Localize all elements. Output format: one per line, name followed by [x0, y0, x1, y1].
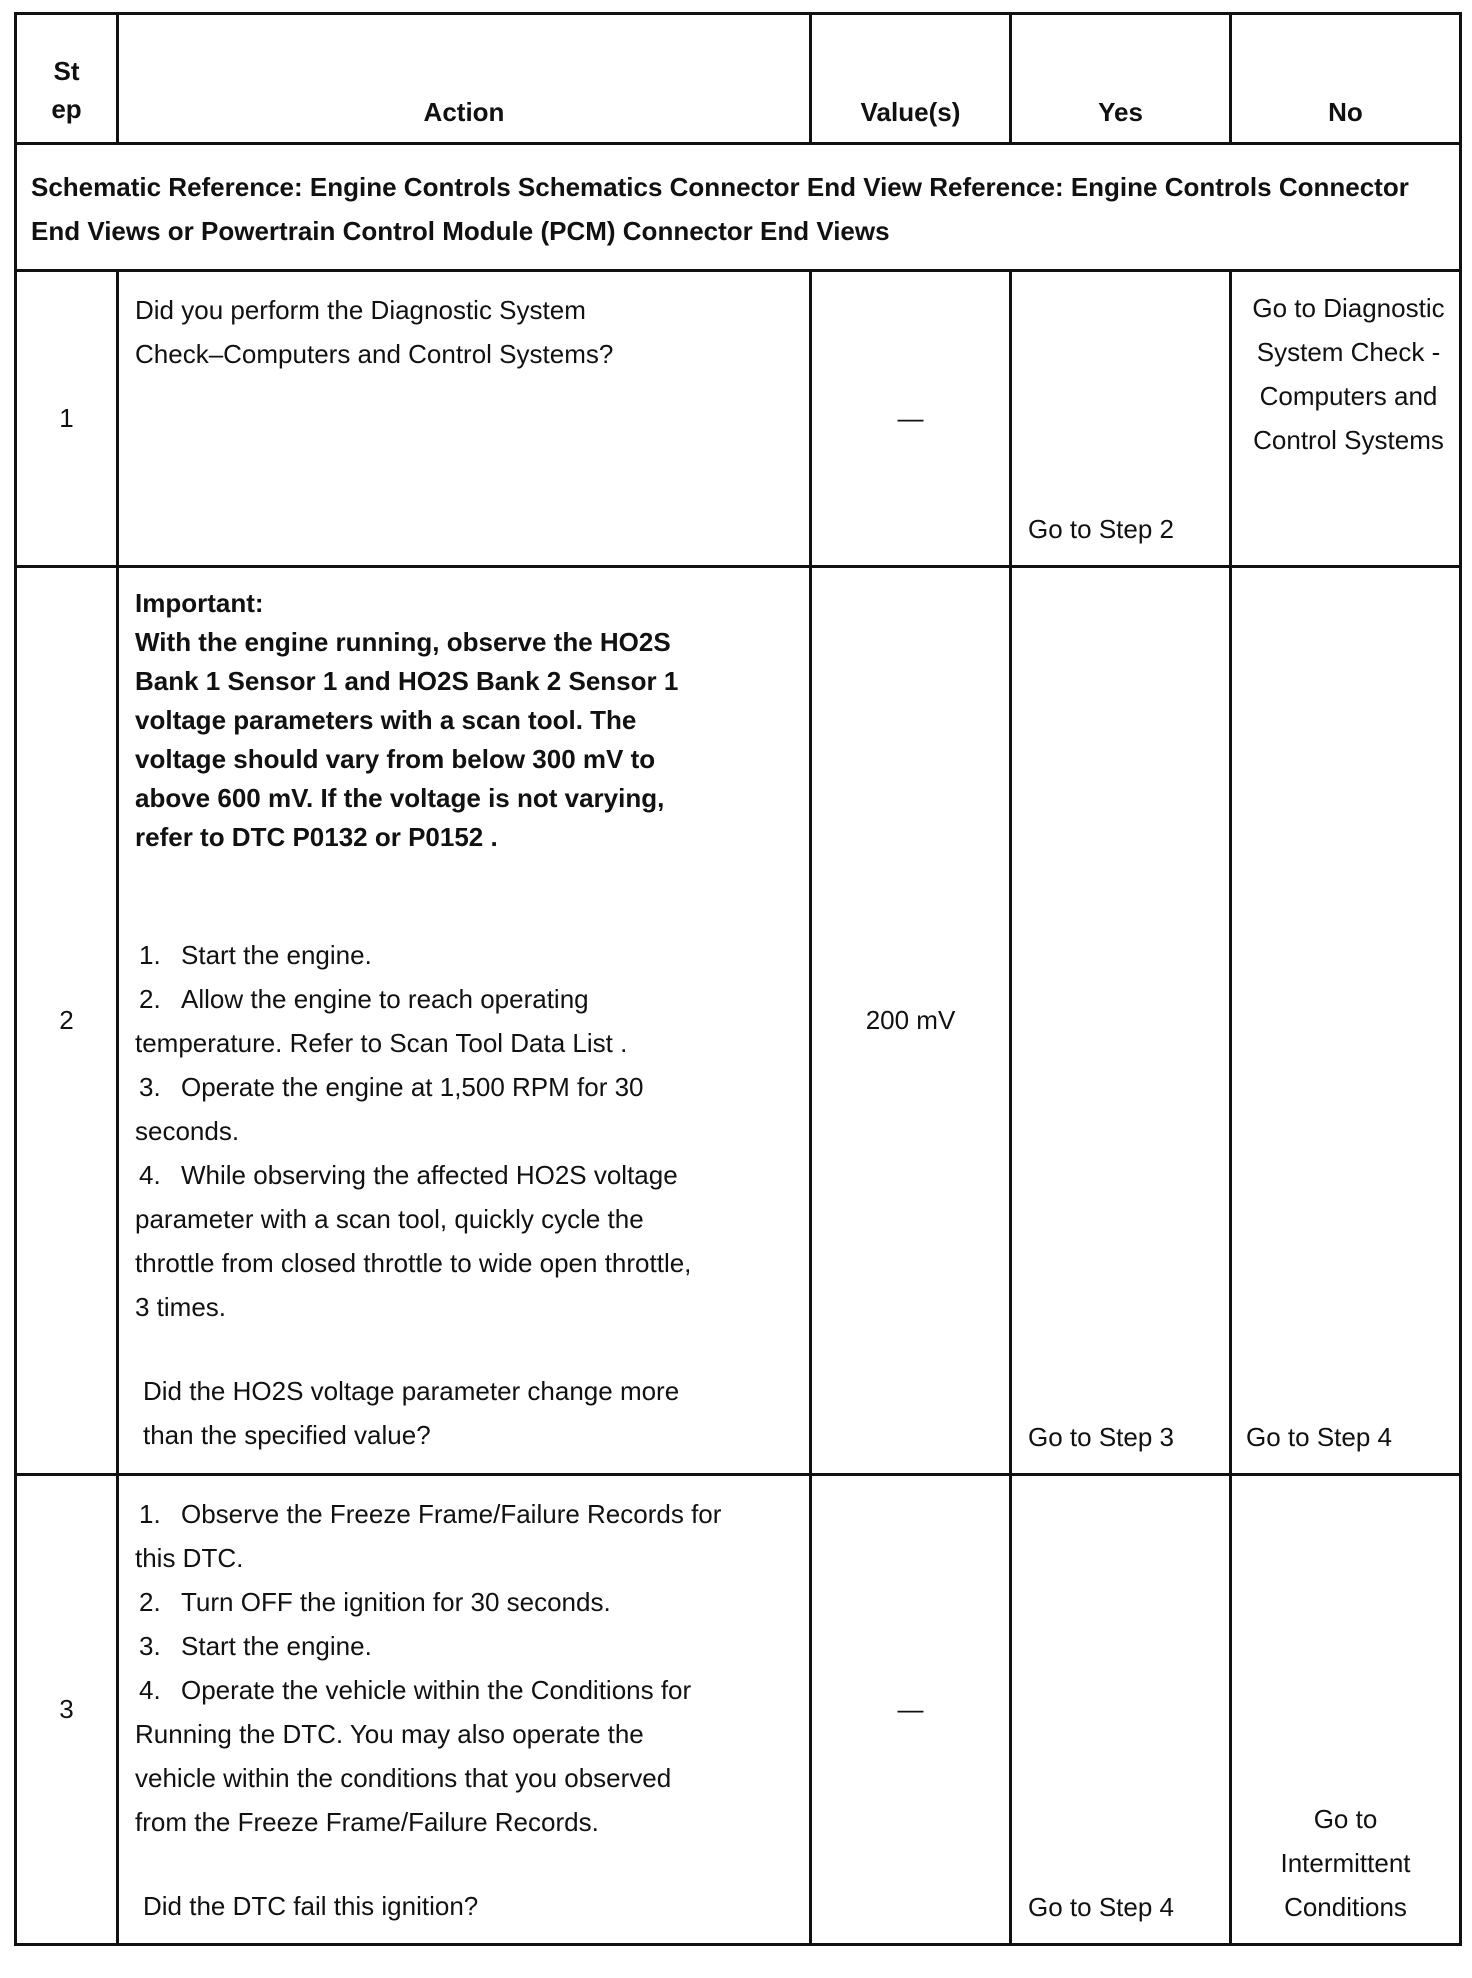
- list-item: 3. Start the engine.: [139, 1631, 372, 1661]
- value-cell: 200 mV: [811, 567, 1011, 1475]
- reference-row: [16, 144, 1461, 271]
- step-number: 3: [16, 1475, 118, 1945]
- question-text: Did the DTC fail this ignition?: [143, 1891, 479, 1921]
- yes-cell: Go to Step 2: [1011, 271, 1231, 567]
- header-row: [16, 14, 1461, 144]
- header-action: Action: [118, 14, 811, 144]
- list-item: 1. Observe the Freeze Frame/Failure Records for this DTC.: [135, 1499, 722, 1573]
- header-values: Value(s): [811, 14, 1011, 144]
- yes-cell: Go to Step 3: [1011, 567, 1231, 1475]
- list-item: 2. Allow the engine to reach operating temperature. Refer to Scan Tool Data List .: [135, 984, 628, 1058]
- table-row: [16, 271, 1461, 567]
- list-item: 1. Start the engine.: [139, 940, 372, 970]
- schematic-reference: Schematic Reference: Engine Controls Schematics Connector End View Reference: Engine Controls Connector End Views or Powertrain Control Module (PCM) Connector End Views: [16, 144, 1461, 271]
- list-item: 4. Operate the vehicle within the Conditions for Running the DTC. You may also operate the vehicle within the conditions that you observed from the Freeze Frame/Failure Records.: [135, 1675, 692, 1837]
- yes-cell: Go to Step 4: [1011, 1475, 1231, 1945]
- header-yes: Yes: [1011, 14, 1231, 144]
- table-row: [16, 1475, 1461, 1945]
- no-cell: Go to Intermittent Conditions: [1231, 1475, 1461, 1945]
- question-text: Did the HO2S voltage parameter change more than the specified value?: [143, 1376, 680, 1450]
- no-cell: Go to Diagnostic System Check - Computers and Control Systems: [1231, 271, 1461, 567]
- value-cell: —: [811, 271, 1011, 567]
- list-item: 2. Turn OFF the ignition for 30 seconds.: [139, 1587, 611, 1617]
- step-number: 2: [16, 567, 118, 1475]
- header-step: St ep: [16, 14, 118, 144]
- table-row: [16, 567, 1461, 1475]
- list-item: 3. Operate the engine at 1,500 RPM for 30 seconds.: [135, 1072, 644, 1146]
- header-no: No: [1231, 14, 1461, 144]
- action-text: Did you perform the Diagnostic System Check–Computers and Control Systems?: [118, 271, 811, 567]
- step-number: 1: [16, 271, 118, 567]
- no-cell: Go to Step 4: [1231, 567, 1461, 1475]
- action-cell: [118, 567, 811, 1475]
- action-cell: [118, 1475, 811, 1945]
- list-item: 4. While observing the affected HO2S voltage parameter with a scan tool, quickly cycle the throttle from closed throttle to wide open throttle, 3 times.: [135, 1160, 692, 1322]
- important-text: With the engine running, observe the HO2S Bank 1 Sensor 1 and HO2S Bank 2 Sensor 1 voltage parameters with a scan tool. The voltage should vary from below 300 mV to above 600 mV. If the voltage is not varying, refer to DTC P0132 or P0152 .: [135, 627, 679, 852]
- important-label: Important:: [135, 588, 264, 618]
- value-cell: —: [811, 1475, 1011, 1945]
- diagnostic-table: [14, 12, 1462, 1946]
